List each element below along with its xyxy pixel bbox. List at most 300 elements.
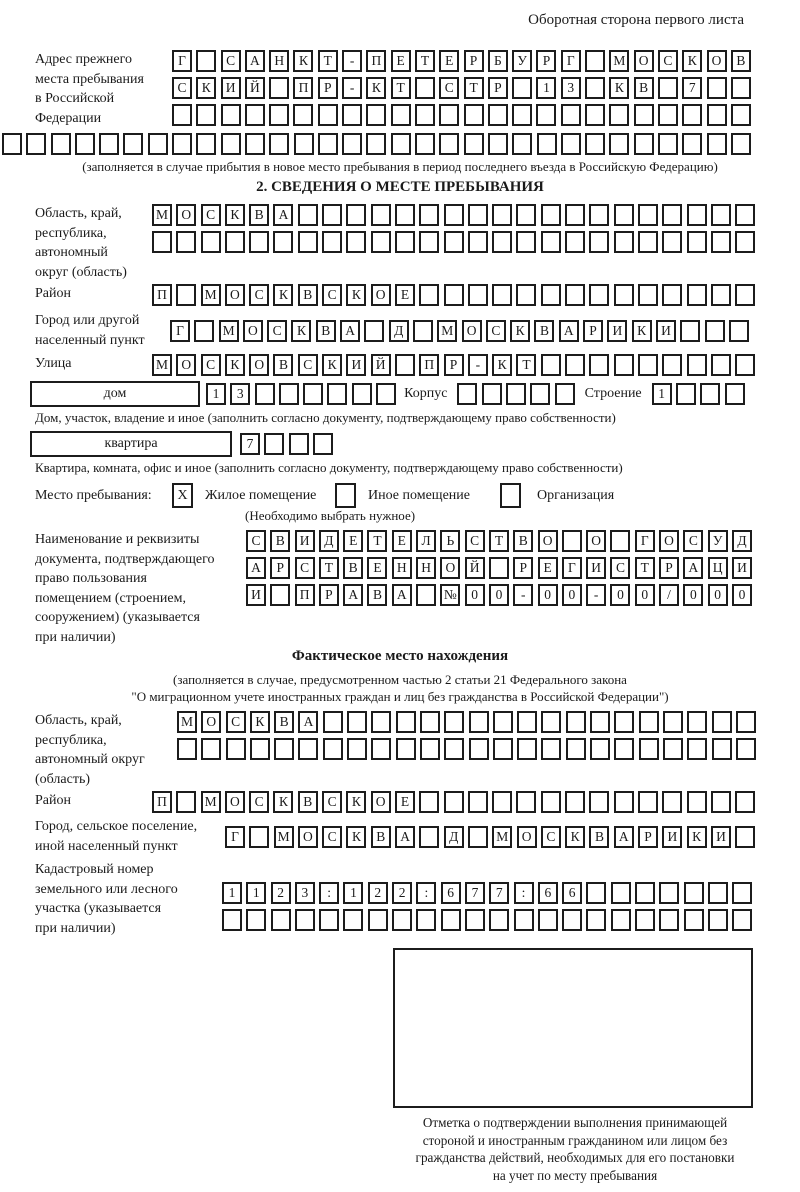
char-cell[interactable]: У	[512, 50, 532, 72]
char-cell[interactable]: П	[295, 584, 315, 606]
char-cell[interactable]: О	[176, 354, 196, 376]
char-cell[interactable]	[222, 909, 242, 931]
char-cell[interactable]	[444, 231, 464, 253]
char-cell[interactable]: С	[246, 530, 266, 552]
char-cell[interactable]: К	[250, 711, 270, 733]
char-cell[interactable]	[444, 791, 464, 813]
char-cell[interactable]: Т	[318, 50, 338, 72]
char-cell[interactable]	[516, 284, 536, 306]
char-cell[interactable]	[536, 104, 556, 126]
char-cell[interactable]	[662, 284, 682, 306]
char-cell[interactable]	[419, 231, 439, 253]
char-cell[interactable]: А	[343, 584, 363, 606]
char-cell[interactable]: С	[201, 204, 221, 226]
char-cell[interactable]	[148, 133, 168, 155]
char-cell[interactable]	[512, 77, 532, 99]
char-cell[interactable]: Г	[635, 530, 655, 552]
char-cell[interactable]	[561, 133, 581, 155]
char-cell[interactable]: М	[201, 284, 221, 306]
char-cell[interactable]	[196, 50, 216, 72]
char-cell[interactable]	[396, 711, 416, 733]
char-cell[interactable]	[638, 791, 658, 813]
char-cell[interactable]	[731, 104, 751, 126]
char-cell[interactable]: И	[295, 530, 315, 552]
char-cell[interactable]	[541, 284, 561, 306]
char-cell[interactable]: 0	[562, 584, 582, 606]
char-cell[interactable]	[249, 826, 269, 848]
char-cell[interactable]	[371, 711, 391, 733]
char-cell[interactable]: 1	[652, 383, 672, 405]
char-cell[interactable]	[196, 104, 216, 126]
char-cell[interactable]	[711, 284, 731, 306]
char-cell[interactable]	[729, 320, 749, 342]
char-cell[interactable]	[176, 284, 196, 306]
char-cell[interactable]	[26, 133, 46, 155]
char-cell[interactable]: Г	[562, 557, 582, 579]
char-cell[interactable]: И	[586, 557, 606, 579]
char-cell[interactable]	[614, 231, 634, 253]
char-cell[interactable]	[635, 882, 655, 904]
char-cell[interactable]: Г	[172, 50, 192, 72]
char-cell[interactable]	[516, 204, 536, 226]
char-cell[interactable]	[585, 133, 605, 155]
char-cell[interactable]: Т	[464, 77, 484, 99]
char-cell[interactable]: Р	[513, 557, 533, 579]
char-cell[interactable]	[705, 320, 725, 342]
char-cell[interactable]	[364, 320, 384, 342]
char-cell[interactable]: А	[614, 826, 634, 848]
char-cell[interactable]: Е	[367, 557, 387, 579]
char-cell[interactable]	[687, 711, 707, 733]
char-cell[interactable]	[659, 909, 679, 931]
char-cell[interactable]	[614, 711, 634, 733]
char-cell[interactable]	[342, 133, 362, 155]
char-cell[interactable]: 1	[222, 882, 242, 904]
char-cell[interactable]	[465, 909, 485, 931]
char-cell[interactable]	[614, 791, 634, 813]
char-cell[interactable]	[323, 711, 343, 733]
char-cell[interactable]	[687, 354, 707, 376]
char-cell[interactable]	[493, 738, 513, 760]
char-cell[interactable]: С	[172, 77, 192, 99]
char-cell[interactable]	[415, 133, 435, 155]
char-cell[interactable]	[517, 738, 537, 760]
char-cell[interactable]: Т	[319, 557, 339, 579]
char-cell[interactable]: С	[295, 557, 315, 579]
char-cell[interactable]	[735, 231, 755, 253]
char-cell[interactable]: В	[270, 530, 290, 552]
char-cell[interactable]	[512, 104, 532, 126]
char-cell[interactable]	[176, 791, 196, 813]
char-cell[interactable]	[469, 738, 489, 760]
char-cell[interactable]: П	[152, 791, 172, 813]
char-cell[interactable]: Д	[444, 826, 464, 848]
char-cell[interactable]: О	[707, 50, 727, 72]
char-cell[interactable]	[298, 204, 318, 226]
char-cell[interactable]: С	[298, 354, 318, 376]
char-cell[interactable]: Р	[319, 584, 339, 606]
char-cell[interactable]	[711, 354, 731, 376]
char-cell[interactable]	[565, 231, 585, 253]
char-cell[interactable]	[274, 738, 294, 760]
char-cell[interactable]: 1	[343, 882, 363, 904]
char-cell[interactable]	[468, 231, 488, 253]
char-cell[interactable]	[371, 231, 391, 253]
char-cell[interactable]	[658, 104, 678, 126]
char-cell[interactable]: М	[492, 826, 512, 848]
char-cell[interactable]	[566, 711, 586, 733]
char-cell[interactable]: А	[395, 826, 415, 848]
char-cell[interactable]: К	[609, 77, 629, 99]
char-cell[interactable]: 0	[708, 584, 728, 606]
char-cell[interactable]	[634, 104, 654, 126]
char-cell[interactable]	[512, 133, 532, 155]
char-cell[interactable]: Т	[516, 354, 536, 376]
char-cell[interactable]	[565, 354, 585, 376]
char-cell[interactable]: Д	[319, 530, 339, 552]
char-cell[interactable]	[735, 204, 755, 226]
char-cell[interactable]	[289, 433, 309, 455]
char-cell[interactable]	[639, 738, 659, 760]
char-cell[interactable]: Г	[225, 826, 245, 848]
char-cell[interactable]: С	[541, 826, 561, 848]
char-cell[interactable]	[419, 204, 439, 226]
char-cell[interactable]: И	[711, 826, 731, 848]
char-cell[interactable]	[395, 354, 415, 376]
char-cell[interactable]	[517, 711, 537, 733]
char-cell[interactable]: К	[346, 826, 366, 848]
char-cell[interactable]: 7	[240, 433, 260, 455]
char-cell[interactable]: Ц	[708, 557, 728, 579]
char-cell[interactable]	[177, 738, 197, 760]
char-cell[interactable]	[318, 104, 338, 126]
char-cell[interactable]: Н	[416, 557, 436, 579]
char-cell[interactable]: 0	[732, 584, 752, 606]
char-cell[interactable]	[707, 104, 727, 126]
char-cell[interactable]	[482, 383, 502, 405]
char-cell[interactable]: 3	[561, 77, 581, 99]
char-cell[interactable]	[492, 284, 512, 306]
char-cell[interactable]	[541, 354, 561, 376]
char-cell[interactable]: К	[682, 50, 702, 72]
char-cell[interactable]	[541, 204, 561, 226]
char-cell[interactable]: О	[225, 791, 245, 813]
char-cell[interactable]: /	[659, 584, 679, 606]
char-cell[interactable]: 0	[465, 584, 485, 606]
char-cell[interactable]: О	[371, 791, 391, 813]
char-cell[interactable]: А	[246, 557, 266, 579]
char-cell[interactable]: А	[392, 584, 412, 606]
char-cell[interactable]: П	[152, 284, 172, 306]
char-cell[interactable]: В	[298, 284, 318, 306]
char-cell[interactable]	[221, 104, 241, 126]
char-cell[interactable]: Й	[371, 354, 391, 376]
char-cell[interactable]	[439, 133, 459, 155]
char-cell[interactable]	[196, 133, 216, 155]
char-cell[interactable]: 6	[538, 882, 558, 904]
char-cell[interactable]	[255, 383, 275, 405]
char-cell[interactable]: 1	[536, 77, 556, 99]
char-cell[interactable]: М	[437, 320, 457, 342]
char-cell[interactable]	[270, 584, 290, 606]
char-cell[interactable]: С	[267, 320, 287, 342]
char-cell[interactable]: Г	[561, 50, 581, 72]
char-cell[interactable]: Г	[170, 320, 190, 342]
char-cell[interactable]	[732, 882, 752, 904]
char-cell[interactable]: Б	[488, 50, 508, 72]
char-cell[interactable]	[530, 383, 550, 405]
char-cell[interactable]: В	[298, 791, 318, 813]
char-cell[interactable]	[489, 557, 509, 579]
char-cell[interactable]	[614, 204, 634, 226]
char-cell[interactable]: 6	[441, 882, 461, 904]
char-cell[interactable]: А	[683, 557, 703, 579]
char-cell[interactable]: 0	[538, 584, 558, 606]
char-cell[interactable]: С	[249, 791, 269, 813]
char-cell[interactable]	[464, 104, 484, 126]
char-cell[interactable]: 2	[368, 882, 388, 904]
char-cell[interactable]: П	[293, 77, 313, 99]
char-cell[interactable]: К	[346, 791, 366, 813]
char-cell[interactable]	[176, 231, 196, 253]
char-cell[interactable]: 0	[683, 584, 703, 606]
char-cell[interactable]: 7	[465, 882, 485, 904]
char-cell[interactable]: В	[273, 354, 293, 376]
char-cell[interactable]	[391, 104, 411, 126]
char-cell[interactable]	[506, 383, 526, 405]
char-cell[interactable]	[225, 231, 245, 253]
char-cell[interactable]	[245, 133, 265, 155]
char-cell[interactable]	[322, 204, 342, 226]
char-cell[interactable]	[322, 231, 342, 253]
char-cell[interactable]: И	[662, 826, 682, 848]
char-cell[interactable]: С	[683, 530, 703, 552]
char-cell[interactable]: С	[221, 50, 241, 72]
char-cell[interactable]	[707, 77, 727, 99]
char-cell[interactable]	[464, 133, 484, 155]
char-cell[interactable]: :	[416, 882, 436, 904]
char-cell[interactable]	[516, 791, 536, 813]
char-cell[interactable]	[662, 231, 682, 253]
char-cell[interactable]	[589, 231, 609, 253]
char-cell[interactable]: А	[245, 50, 265, 72]
char-cell[interactable]	[366, 104, 386, 126]
char-cell[interactable]	[711, 791, 731, 813]
char-cell[interactable]	[298, 738, 318, 760]
char-cell[interactable]	[682, 133, 702, 155]
char-cell[interactable]	[735, 354, 755, 376]
char-cell[interactable]: Е	[538, 557, 558, 579]
char-cell[interactable]: Ь	[440, 530, 460, 552]
char-cell[interactable]	[614, 284, 634, 306]
char-cell[interactable]	[639, 711, 659, 733]
char-cell[interactable]	[469, 711, 489, 733]
char-cell[interactable]	[736, 711, 756, 733]
char-cell[interactable]: А	[559, 320, 579, 342]
char-cell[interactable]: О	[225, 284, 245, 306]
char-cell[interactable]: В	[249, 204, 269, 226]
char-cell[interactable]: К	[293, 50, 313, 72]
char-cell[interactable]	[347, 711, 367, 733]
char-cell[interactable]: 3	[230, 383, 250, 405]
char-cell[interactable]	[318, 133, 338, 155]
char-cell[interactable]: М	[152, 354, 172, 376]
char-cell[interactable]	[319, 909, 339, 931]
char-cell[interactable]: Н	[392, 557, 412, 579]
char-cell[interactable]: С	[658, 50, 678, 72]
char-cell[interactable]	[492, 791, 512, 813]
char-cell[interactable]: А	[298, 711, 318, 733]
char-cell[interactable]: Р	[464, 50, 484, 72]
char-cell[interactable]: И	[732, 557, 752, 579]
char-cell[interactable]: О	[201, 711, 221, 733]
char-cell[interactable]	[658, 133, 678, 155]
char-cell[interactable]	[514, 909, 534, 931]
char-cell[interactable]	[585, 104, 605, 126]
char-cell[interactable]	[735, 284, 755, 306]
char-cell[interactable]	[684, 882, 704, 904]
char-cell[interactable]: Е	[395, 284, 415, 306]
char-cell[interactable]	[366, 133, 386, 155]
char-cell[interactable]	[614, 738, 634, 760]
char-cell[interactable]	[416, 909, 436, 931]
char-cell[interactable]: С	[322, 284, 342, 306]
char-cell[interactable]	[680, 320, 700, 342]
char-cell[interactable]: И	[607, 320, 627, 342]
char-cell[interactable]: О	[243, 320, 263, 342]
char-cell[interactable]	[663, 711, 683, 733]
char-cell[interactable]: В	[634, 77, 654, 99]
char-cell[interactable]	[371, 204, 391, 226]
char-cell[interactable]: 0	[635, 584, 655, 606]
char-cell[interactable]	[541, 231, 561, 253]
char-cell[interactable]	[662, 791, 682, 813]
char-cell[interactable]: Л	[416, 530, 436, 552]
char-cell[interactable]: В	[731, 50, 751, 72]
char-cell[interactable]: 2	[392, 882, 412, 904]
char-cell[interactable]	[444, 738, 464, 760]
char-cell[interactable]: О	[586, 530, 606, 552]
char-cell[interactable]	[541, 791, 561, 813]
char-cell[interactable]	[346, 204, 366, 226]
char-cell[interactable]: Е	[391, 50, 411, 72]
char-cell[interactable]	[735, 826, 755, 848]
char-cell[interactable]: 0	[489, 584, 509, 606]
char-cell[interactable]	[395, 204, 415, 226]
char-cell[interactable]	[2, 133, 22, 155]
char-cell[interactable]: В	[371, 826, 391, 848]
char-cell[interactable]	[313, 433, 333, 455]
char-cell[interactable]	[684, 909, 704, 931]
char-cell[interactable]: С	[249, 284, 269, 306]
char-cell[interactable]: Т	[367, 530, 387, 552]
char-cell[interactable]	[201, 231, 221, 253]
residential-checkbox[interactable]: X	[172, 483, 193, 508]
char-cell[interactable]	[562, 909, 582, 931]
char-cell[interactable]	[638, 231, 658, 253]
char-cell[interactable]: К	[322, 354, 342, 376]
char-cell[interactable]: Р	[659, 557, 679, 579]
char-cell[interactable]: К	[291, 320, 311, 342]
char-cell[interactable]	[343, 909, 363, 931]
char-cell[interactable]	[555, 383, 575, 405]
char-cell[interactable]	[327, 383, 347, 405]
char-cell[interactable]: И	[221, 77, 241, 99]
char-cell[interactable]: С	[226, 711, 246, 733]
char-cell[interactable]: В	[274, 711, 294, 733]
char-cell[interactable]: М	[152, 204, 172, 226]
char-cell[interactable]	[658, 77, 678, 99]
char-cell[interactable]: К	[632, 320, 652, 342]
char-cell[interactable]	[295, 909, 315, 931]
char-cell[interactable]: У	[708, 530, 728, 552]
char-cell[interactable]	[271, 909, 291, 931]
char-cell[interactable]: О	[249, 354, 269, 376]
char-cell[interactable]	[565, 204, 585, 226]
char-cell[interactable]: К	[273, 284, 293, 306]
char-cell[interactable]	[488, 133, 508, 155]
char-cell[interactable]: С	[486, 320, 506, 342]
char-cell[interactable]	[562, 530, 582, 552]
char-cell[interactable]: К	[225, 354, 245, 376]
char-cell[interactable]	[419, 826, 439, 848]
char-cell[interactable]: С	[322, 791, 342, 813]
char-cell[interactable]: 7	[489, 882, 509, 904]
char-cell[interactable]	[586, 909, 606, 931]
char-cell[interactable]: :	[319, 882, 339, 904]
char-cell[interactable]	[413, 320, 433, 342]
char-cell[interactable]	[392, 909, 412, 931]
char-cell[interactable]	[589, 354, 609, 376]
char-cell[interactable]	[376, 383, 396, 405]
char-cell[interactable]: К	[565, 826, 585, 848]
char-cell[interactable]	[273, 231, 293, 253]
char-cell[interactable]: Е	[439, 50, 459, 72]
char-cell[interactable]: О	[517, 826, 537, 848]
char-cell[interactable]	[611, 882, 631, 904]
char-cell[interactable]	[457, 383, 477, 405]
char-cell[interactable]	[352, 383, 372, 405]
char-cell[interactable]	[342, 104, 362, 126]
char-cell[interactable]	[634, 133, 654, 155]
char-cell[interactable]: О	[538, 530, 558, 552]
char-cell[interactable]	[663, 738, 683, 760]
char-cell[interactable]: С	[322, 826, 342, 848]
char-cell[interactable]	[294, 133, 314, 155]
char-cell[interactable]	[687, 284, 707, 306]
char-cell[interactable]	[682, 104, 702, 126]
char-cell[interactable]	[75, 133, 95, 155]
char-cell[interactable]	[707, 133, 727, 155]
char-cell[interactable]	[323, 738, 343, 760]
char-cell[interactable]: 1	[246, 882, 266, 904]
char-cell[interactable]: О	[634, 50, 654, 72]
char-cell[interactable]: В	[513, 530, 533, 552]
char-cell[interactable]	[708, 882, 728, 904]
char-cell[interactable]	[444, 711, 464, 733]
other-premises-checkbox[interactable]	[335, 483, 356, 508]
char-cell[interactable]: Т	[489, 530, 509, 552]
char-cell[interactable]	[269, 77, 289, 99]
char-cell[interactable]	[712, 738, 732, 760]
char-cell[interactable]: О	[659, 530, 679, 552]
char-cell[interactable]	[298, 231, 318, 253]
char-cell[interactable]: О	[298, 826, 318, 848]
char-cell[interactable]	[152, 231, 172, 253]
char-cell[interactable]	[566, 738, 586, 760]
organization-checkbox[interactable]	[500, 483, 521, 508]
char-cell[interactable]	[638, 204, 658, 226]
